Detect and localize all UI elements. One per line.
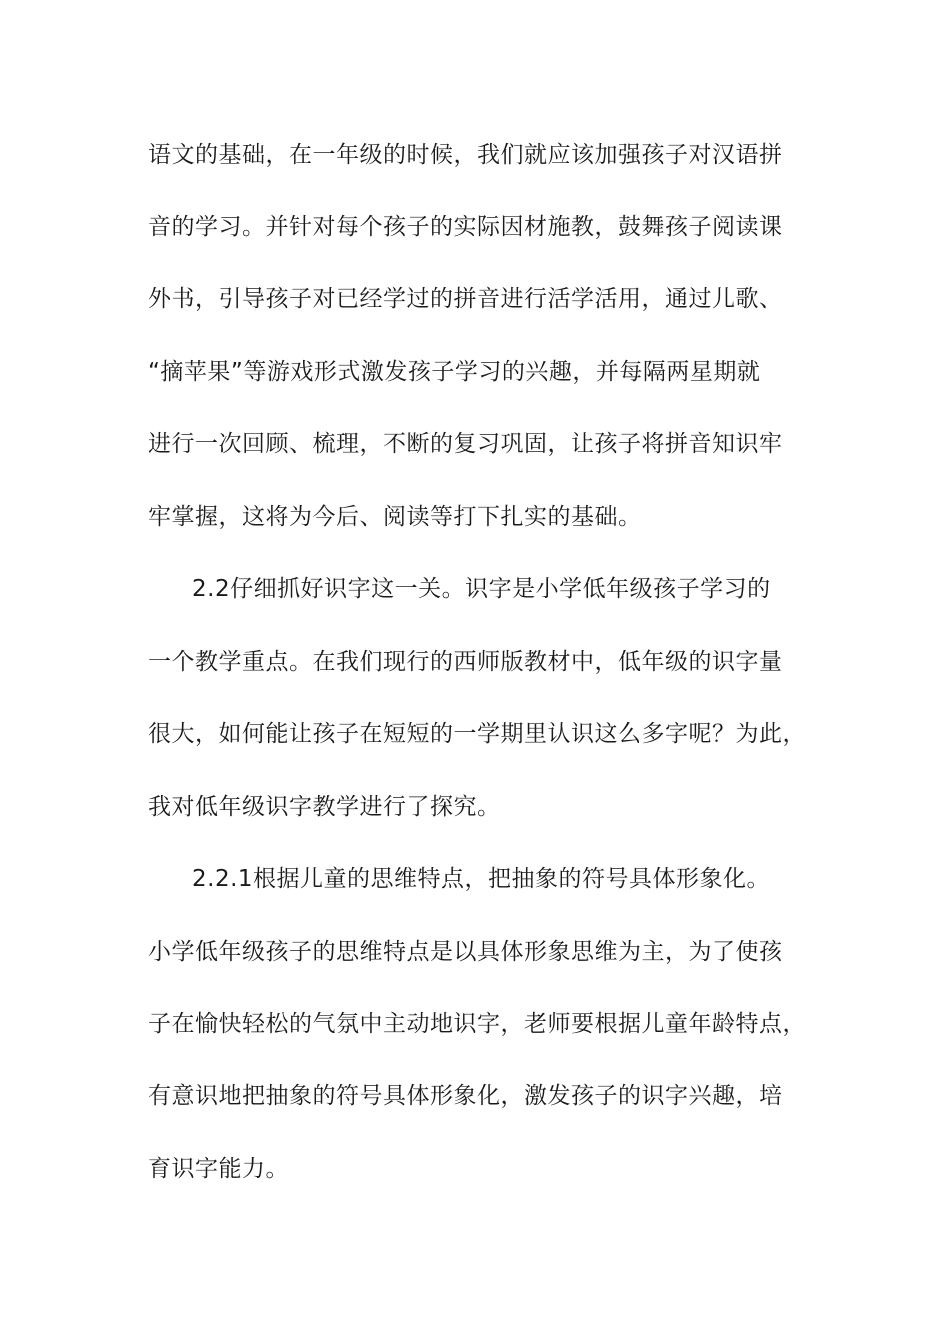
paragraph-line: 进行一次回顾、梳理，不断的复习巩固，让孩子将拼音知识牢	[148, 431, 783, 457]
paragraph-line: 我对低年级识字教学进行了探究。	[148, 794, 501, 820]
paragraph-line: 子在愉快轻松的气氛中主动地识字，老师要根据儿童年龄特点，	[148, 1011, 806, 1037]
paragraph-line: “摘苹果”等游戏形式激发孩子学习的兴趣，并每隔两星期就	[148, 359, 761, 385]
paragraph-line: 音的学习。并针对每个孩子的实际因材施教，鼓舞孩子阅读课	[148, 214, 783, 240]
paragraph-line: 育识字能力。	[148, 1156, 289, 1182]
paragraph-line: 小学低年级孩子的思维特点是以具体形象思维为主，为了使孩	[148, 939, 783, 965]
section-heading-2-2: 2.2仔细抓好识字这一关。识字是小学低年级孩子学习的	[192, 576, 771, 602]
section-heading-2-2-1: 2.2.1根据儿童的思维特点，把抽象的符号具体形象化。	[192, 866, 771, 892]
paragraph-line: 很大，如何能让孩子在短短的一学期里认识这么多字呢？为此，	[148, 721, 806, 747]
paragraph-line: 外书，引导孩子对已经学过的拼音进行活学活用，通过儿歌、	[148, 286, 783, 312]
paragraph-line: 牢掌握，这将为今后、阅读等打下扎实的基础。	[148, 504, 642, 530]
paragraph-line: 一个教学重点。在我们现行的西师版教材中，低年级的识字量	[148, 649, 783, 675]
paragraph-line: 语文的基础，在一年级的时候，我们就应该加强孩子对汉语拼	[148, 142, 783, 168]
paragraph-line: 有意识地把抽象的符号具体形象化，激发孩子的识字兴趣，培	[148, 1083, 783, 1109]
